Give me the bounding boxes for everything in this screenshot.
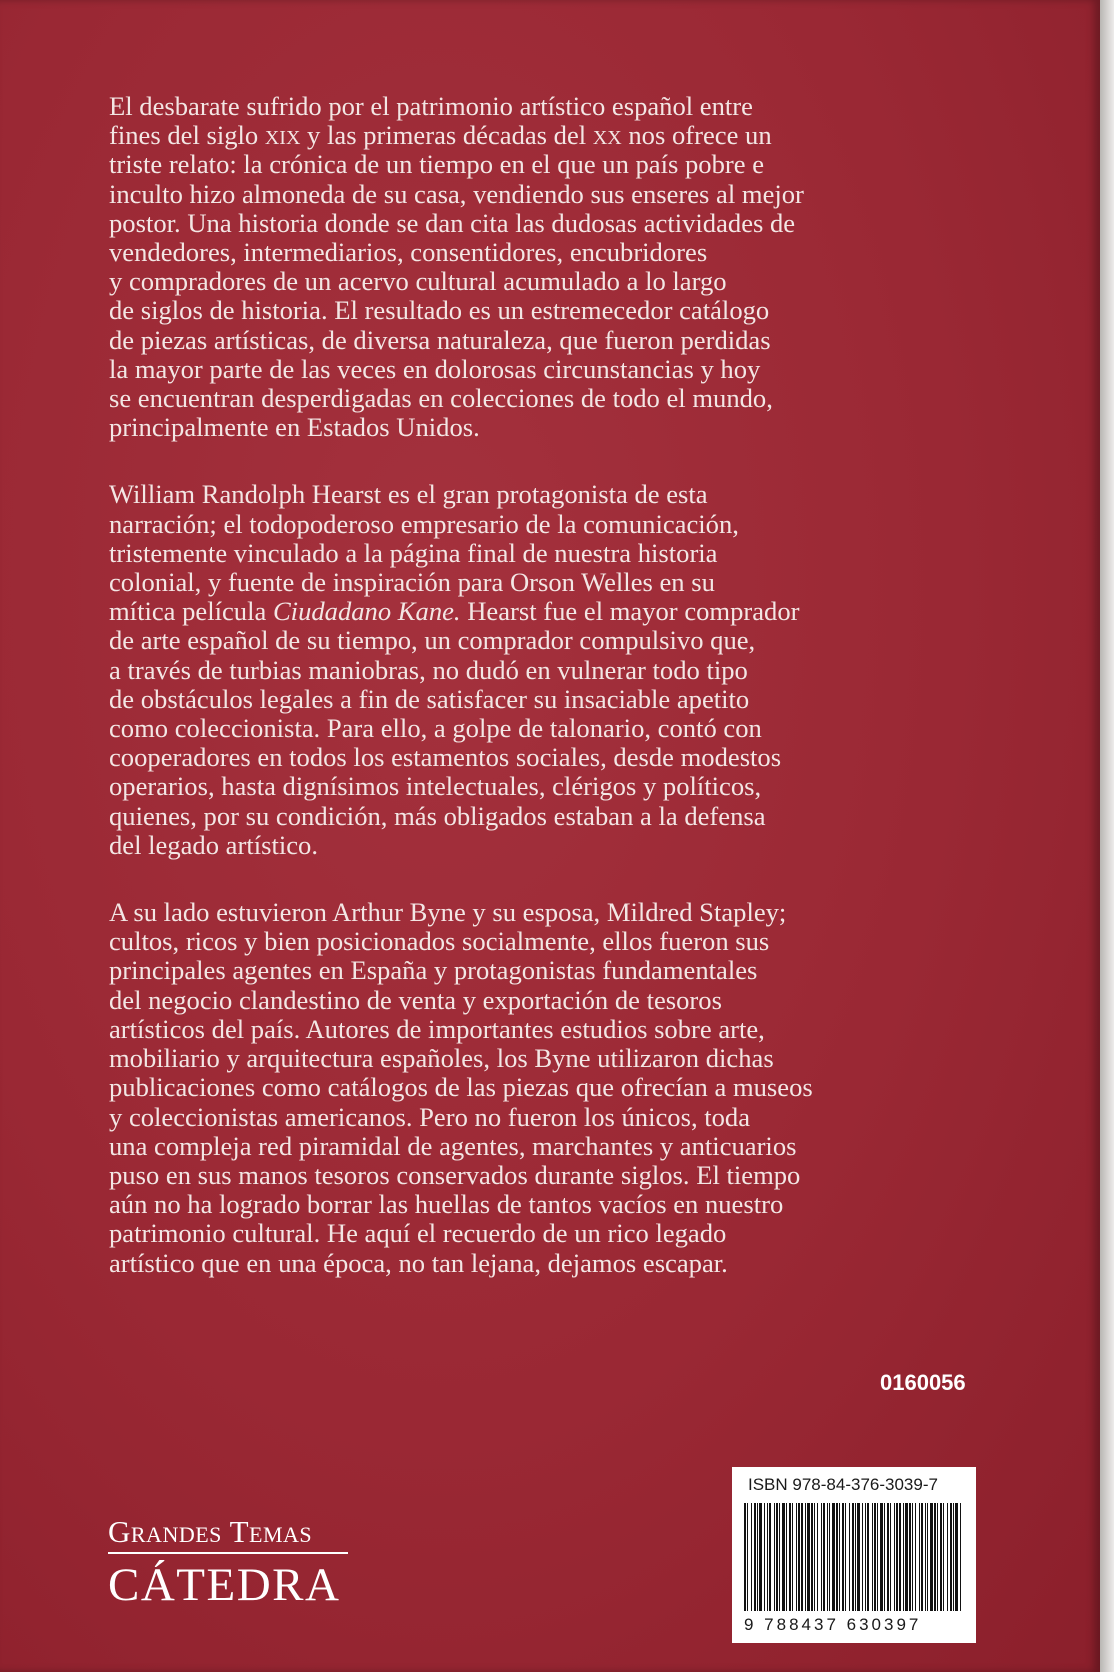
barcode-panel — [732, 1467, 976, 1643]
text-line: del negocio clandestino de venta y exportación de tesoros — [109, 984, 722, 1015]
text-line: publicaciones como catálogos de las piezas que ofrecían a museos — [109, 1072, 813, 1103]
paragraph — [109, 480, 899, 860]
barcode-digits: 9 788437 630397 — [744, 1615, 922, 1634]
text-line: mítica película Ciudadano Kane. Hearst fue el mayor comprador — [109, 596, 800, 627]
text-line: A su lado estuvieron Arthur Byne y su esposa, Mildred Stapley; — [109, 897, 787, 928]
text-line: puso en sus manos tesoros conservados durante siglos. El tiempo — [109, 1159, 801, 1190]
text-line: mobiliario y arquitectura españoles, los Byne utilizaron dichas — [109, 1043, 774, 1074]
logo-divider — [108, 1552, 348, 1554]
text-line: colonial, y fuente de inspiración para Orson Welles en su — [109, 567, 715, 598]
text-line: principalmente en Estados Unidos. — [109, 412, 480, 443]
paragraph — [109, 92, 899, 442]
text-line: la mayor parte de las veces en dolorosas circunstancias y hoy — [109, 353, 761, 384]
text-line: como coleccionista. Para ello, a golpe de talonario, contó con — [109, 713, 762, 744]
text-line: artístico que en una época, no tan lejana, dejamos escapar. — [109, 1247, 728, 1278]
text-line: quienes, por su condición, más obligados estaban a la defensa — [109, 800, 766, 831]
text-line: de arte español de su tiempo, un comprador compulsivo que, — [109, 625, 756, 656]
text-line: tristemente vinculado a la página final de nuestra historia — [109, 537, 718, 568]
text-line: narración; el todopoderoso empresario de la comunicación, — [109, 508, 739, 539]
text-line: postor. Una historia donde se dan cita las dudosas actividades de — [109, 207, 796, 238]
publisher-logo — [108, 1515, 348, 1610]
barcode-icon — [744, 1503, 964, 1613]
text-line: una compleja red piramidal de agentes, marchantes y anticuarios — [109, 1130, 797, 1161]
text-line: del legado artístico. — [109, 829, 318, 860]
text-line: vendedores, intermediarios, consentidores, encubridores — [109, 237, 708, 268]
paragraph — [109, 898, 899, 1278]
product-code: 0160056 — [880, 1370, 966, 1395]
text-line: triste relato: la crónica de un tiempo en el que un país pobre e — [109, 149, 765, 180]
text-line: y compradores de un acervo cultural acumulado a lo largo — [109, 266, 727, 297]
text-line: operarios, hasta dignísimos intelectuales, clérigos y políticos, — [109, 771, 762, 802]
text-line: cooperadores en todos los estamentos sociales, desde modestos — [109, 742, 782, 773]
text-line: de obstáculos legales a fin de satisfacer su insaciable apetito — [109, 683, 750, 714]
text-line: se encuentran desperdigadas en colecciones de todo el mundo, — [109, 383, 773, 414]
text-line: cultos, ricos y bien posicionados socialmente, ellos fueron sus — [109, 926, 770, 957]
text-line: principales agentes en España y protagonistas fundamentales — [109, 955, 758, 986]
text-line: de piezas artísticas, de diversa naturaleza, que fueron perdidas — [109, 324, 771, 355]
blurb-text — [109, 92, 899, 1316]
text-line: patrimonio cultural. He aquí el recuerdo de un rico legado — [109, 1218, 727, 1249]
page-edge — [1100, 0, 1114, 1672]
series-name: Grandes Temas — [108, 1514, 313, 1549]
text-line: de siglos de historia. El resultado es un estremecedor catálogo — [109, 295, 770, 326]
text-line: El desbarate sufrido por el patrimonio artístico español entre — [109, 91, 753, 121]
text-line: inculto hizo almoneda de su casa, vendiendo sus enseres al mejor — [109, 178, 804, 209]
text-line: a través de turbias maniobras, no dudó en vulnerar todo tipo — [109, 654, 748, 685]
text-line: artísticos del país. Autores de importantes estudios sobre arte, — [109, 1013, 765, 1044]
text-line: William Randolph Hearst es el gran protagonista de esta — [109, 479, 708, 510]
isbn-label: ISBN 978-84-376-3039-7 — [748, 1475, 938, 1494]
publisher-name: CÁTEDRA — [108, 1559, 341, 1611]
text-line: y coleccionistas americanos. Pero no fueron los únicos, toda — [109, 1101, 751, 1132]
text-line: aún no ha logrado borrar las huellas de tantos vacíos en nuestro — [109, 1189, 784, 1220]
text-line: fines del siglo xix y las primeras décadas del xx nos ofrece un — [109, 119, 772, 152]
